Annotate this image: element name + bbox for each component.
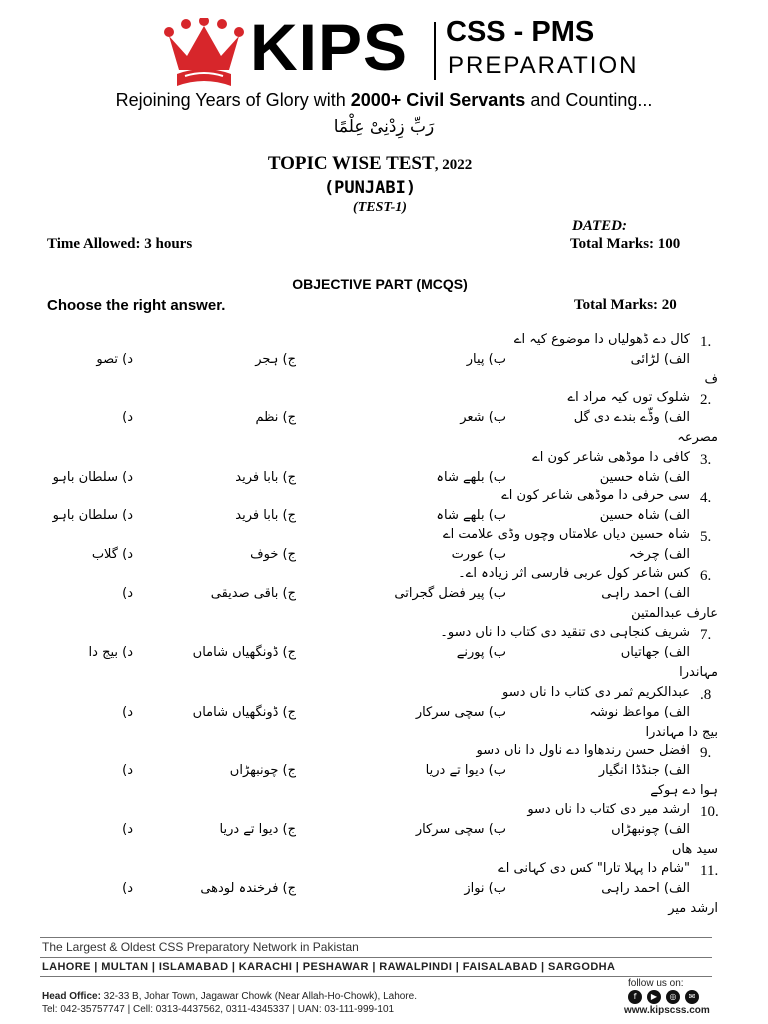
option-b: ب) عورت (451, 547, 506, 562)
question-number: 4. (700, 490, 712, 506)
footer-rule (40, 976, 712, 977)
option-c: ج) ہجر (255, 352, 296, 367)
option-a: الف) جھاتیاں (620, 645, 690, 660)
question-text: ارشد میر دی کتاب دا ناں دسو (527, 802, 690, 817)
option-c: ج) نظم (255, 410, 296, 425)
header-css-pms: CSS - PMS (446, 16, 595, 48)
question-number: 11. (700, 863, 719, 879)
option-b: ب) سچی سرکار (415, 822, 506, 837)
option-d: د) (122, 410, 133, 425)
option-c: ج) دیوا تے دریا (219, 822, 296, 837)
option-d: د) (122, 586, 133, 601)
facebook-icon[interactable]: f (628, 990, 642, 1004)
option-d: د) (122, 822, 133, 837)
question-number: 5. (700, 529, 712, 545)
question-text: کال دے ڈھولیاں دا موضوع کیہ اے (513, 332, 690, 347)
question-text: شریف کنجاہی دی تنقید دی کتاب دا ناں دسو۔ (440, 625, 690, 640)
option-a: الف) شاہ حسین (599, 508, 690, 523)
question-text: افضل حسن رندھاوا دے ناول دا ناں دسو (476, 743, 690, 758)
section-total-marks: Total Marks: 20 (574, 297, 677, 313)
option-b: ب) پیار (466, 352, 506, 367)
question-number: 9. (700, 745, 712, 761)
question-text: کس شاعر کول عربی فارسی اثر زیادہ اے۔ (458, 566, 690, 581)
option-c: ج) بابا فرید (235, 470, 296, 485)
option-c: ج) چونبھڑاں (229, 763, 296, 778)
question-number: 2. (700, 392, 712, 408)
question-number: .8 (700, 687, 712, 703)
option-c: ج) بابا فرید (235, 508, 296, 523)
email-icon[interactable]: ✉ (685, 990, 699, 1004)
option-wrap-text: ارشد میر (668, 901, 718, 916)
option-c: ج) باقی صدیقی (210, 586, 296, 601)
option-b: ب) شعر (460, 410, 506, 425)
brand-name: KIPS (250, 10, 409, 84)
option-b: ب) بلھے شاہ (436, 470, 506, 485)
instagram-icon[interactable]: ◎ (666, 990, 680, 1004)
question-number: 10. (700, 804, 719, 820)
question-text: کافی دا موڈھی شاعر کون اے (532, 450, 690, 465)
option-d: د) سلطان باہو (52, 470, 133, 485)
option-d: د) گلاب (91, 547, 133, 562)
dated-label: DATED: (572, 218, 628, 234)
option-wrap-text: ہوا دے ہوکے (650, 783, 718, 798)
test-subject: (PUNJABI) (323, 178, 417, 198)
option-a: الف) لڑائی (630, 352, 690, 367)
time-allowed: Time Allowed: 3 hours (47, 236, 193, 252)
option-a: الف) احمد راہی (601, 586, 690, 601)
option-a: الف) شاہ حسین (599, 470, 690, 485)
calligraphy-text: رَبِّ زِدْنِیْ عِلْمًا (333, 117, 435, 137)
option-a: الف) چونبھڑاں (611, 822, 690, 837)
footer-cities: LAHORE | MULTAN | ISLAMABAD | KARACHI | PESHAWAR | RAWALPINDI | FAISALABAD | SARGODHA (42, 961, 616, 973)
follow-label: follow us on: (628, 978, 684, 989)
youtube-icon[interactable]: ▶ (647, 990, 661, 1004)
option-a: الف) مواعظ نوشہ (589, 705, 690, 720)
question-text: عبدالکریم ثمر دی کتاب دا ناں دسو (502, 685, 690, 700)
option-c: ج) ڈونگھیاں شاماں (192, 705, 296, 720)
question-number: 7. (700, 627, 712, 643)
option-d: د) (122, 705, 133, 720)
question-text: "شام دا پہلا تارا" کس دی کہانی اے (498, 861, 690, 876)
footer-rule (40, 957, 712, 958)
option-a: الف) جنڈڈا انگیار (598, 763, 690, 778)
section-heading: OBJECTIVE PART (MCQS) (292, 276, 468, 292)
option-a: الف) وڈّے بندے دی گل (573, 410, 690, 425)
section-instruction: Choose the right answer. (47, 297, 226, 314)
total-marks: Total Marks: 100 (570, 236, 681, 252)
option-b: ب) سچی سرکار (415, 705, 506, 720)
option-c: ج) فرخندہ لودھی (200, 881, 296, 896)
option-d: د) تصو (96, 352, 133, 367)
header-preparation: PREPARATION (448, 52, 639, 79)
question-number: 6. (700, 568, 712, 584)
header-divider (434, 22, 436, 80)
option-wrap-text: بیج دا مہاندرا (645, 725, 718, 740)
option-c: ج) خوف (250, 547, 296, 562)
option-b: ب) بلھے شاہ (436, 508, 506, 523)
option-b: ب) نواز (464, 881, 506, 896)
footer-slogan: The Largest & Oldest CSS Preparatory Network in Pakistan (42, 940, 359, 954)
option-b: ب) پورنے (456, 645, 506, 660)
footer-head-office: Head Office: 32-33 B, Johar Town, Jagawar Chowk (Near Allah-Ho-Chowk), Lahore. (42, 991, 417, 1002)
option-wrap-text: ف (704, 372, 718, 387)
tagline: Rejoining Years of Glory with 2000+ Civil Servants and Counting... (115, 90, 653, 110)
question-number: 1. (700, 334, 712, 350)
option-wrap-text: عارف عبدالمتین (631, 606, 718, 621)
option-wrap-text: سید ھاں (671, 842, 718, 857)
option-d: د) (122, 881, 133, 896)
option-d: د) (122, 763, 133, 778)
question-number: 3. (700, 452, 712, 468)
test-number: (TEST-1) (353, 200, 407, 215)
option-a: الف) احمد راہی (601, 881, 690, 896)
question-text: سی حرفی دا موڈھی شاعر کون اے (501, 488, 690, 503)
option-b: ب) دیوا تے دریا (425, 763, 506, 778)
footer-contact: Tel: 042-35757747 | Cell: 0313-4437562, 0311-4345337 | UAN: 03-111-999-101 (42, 1004, 395, 1015)
kips-crown-logo (163, 18, 245, 92)
question-text: شاہ حسین دیاں علامتاں وچوں وڈی علامت اے (443, 527, 690, 542)
option-a: الف) چرخہ (628, 547, 690, 562)
option-wrap-text: مہاندرا (679, 665, 718, 680)
option-wrap-text: مصرعہ (677, 430, 718, 445)
option-c: ج) ڈونگھیاں شاماں (192, 645, 296, 660)
option-b: ب) پیر فضل گجراتی (394, 586, 506, 601)
test-title: TOPIC WISE TEST, 2022 (267, 153, 473, 174)
website-link[interactable]: www.kipscss.com (624, 1005, 710, 1016)
question-text: شلوک توں کیہ مراد اے (567, 390, 690, 405)
option-d: د) سلطان باہو (52, 508, 133, 523)
option-d: د) بیج دا (88, 645, 133, 660)
footer-top-rule (40, 937, 712, 938)
